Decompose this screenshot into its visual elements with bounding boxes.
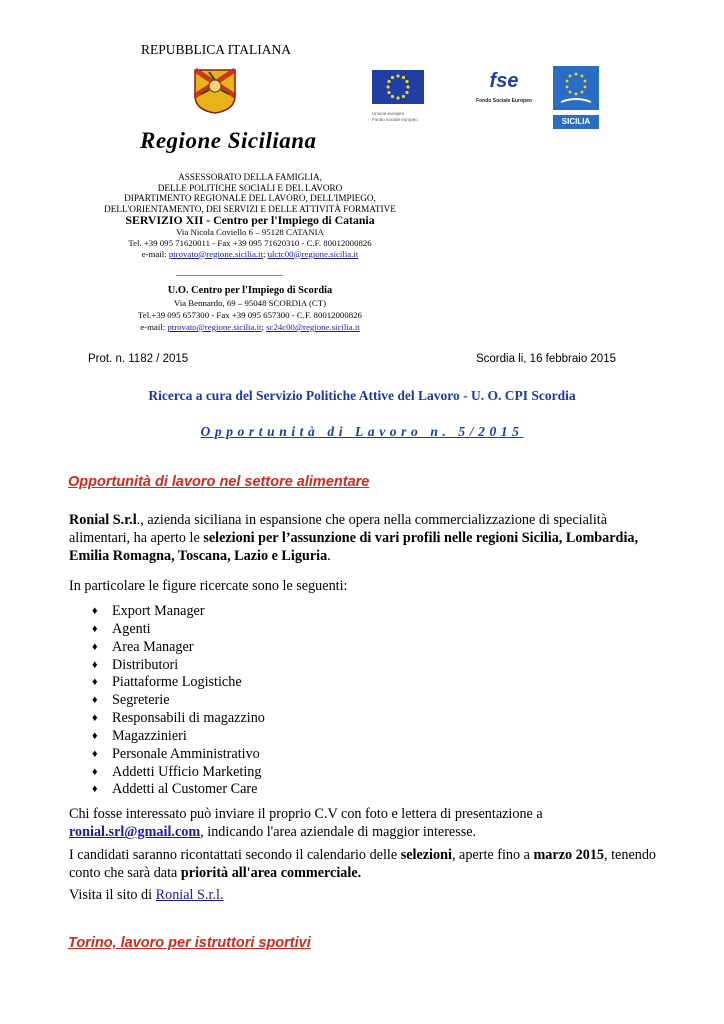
protocol-number: Prot. n. 1182 / 2015 bbox=[88, 353, 189, 365]
uo-email-link-1[interactable]: ptrovato@regione.sicilia.it bbox=[167, 322, 262, 332]
cand-bold-1: selezioni bbox=[400, 847, 452, 863]
section-heading-torino: Torino, lavoro per istruttori sportivi bbox=[68, 935, 311, 951]
list-item bbox=[92, 621, 265, 639]
cv-text: Chi fosse interessato può inviare il proprio C.V con foto e lettera di presentazione a bbox=[69, 806, 543, 822]
eu-caption-2: Fondo sociale europeo bbox=[372, 116, 418, 122]
bullet-icon: ♦ bbox=[92, 729, 98, 742]
service-title: SERVIZIO XII - Centro per l'Impiego di Catania bbox=[125, 213, 375, 228]
service-email-line bbox=[60, 249, 440, 260]
list-item-label: Personale Amministrativo bbox=[112, 745, 260, 762]
intro-end: . bbox=[327, 548, 331, 564]
sicilia-logo bbox=[553, 66, 599, 124]
uo-block bbox=[60, 285, 440, 333]
list-item-label: Addetti al Customer Care bbox=[112, 781, 258, 798]
fse-mark: fse bbox=[489, 70, 519, 92]
eu-caption-1: Unione europea bbox=[372, 111, 405, 116]
list-item bbox=[92, 603, 265, 621]
service-tel: Tel. +39 095 71620011 - Fax +39 095 71620310 - C.F. 80012000826 bbox=[128, 237, 372, 248]
company-name: Ronial S.r.l bbox=[69, 512, 137, 528]
uo-email-separator: ; bbox=[261, 322, 264, 332]
contact-email-link[interactable]: ronial.srl@gmail.com bbox=[69, 824, 201, 840]
trinacria-emblem-icon bbox=[192, 66, 238, 114]
intro-text: ., azienda siciliana in espansione che opera nella commercializzazione di specialità alimentari, ha aperto le bbox=[69, 512, 608, 546]
uo-email-link-2[interactable]: sc24c00@regione.sicilia.it bbox=[266, 322, 360, 332]
intro-paragraph bbox=[69, 511, 669, 565]
regione-siciliana-logo-text: Regione Siciliana bbox=[140, 128, 317, 153]
figures-list bbox=[92, 603, 265, 799]
list-item bbox=[92, 657, 265, 675]
sicilia-caption: SICILIA bbox=[553, 115, 599, 129]
uo-email-label: e-mail: bbox=[140, 322, 166, 332]
service-email-link-1[interactable]: ptrovato@regione.sicilia.it bbox=[168, 248, 263, 259]
bullet-icon: ♦ bbox=[92, 658, 98, 671]
uo-tel: Tel.+39 095 657300 - Fax +39 095 657300 - C.F. 80012000826 bbox=[138, 310, 362, 320]
cand-bold-2: marzo 2015 bbox=[533, 847, 605, 863]
intro-bold: selezioni per l’assunzione di vari profili nelle regioni Sicilia, Lombardia, Emilia Romagna, Toscana, Lazio e Liguria bbox=[69, 530, 639, 564]
sicilia-emblem-icon bbox=[553, 66, 599, 110]
candidates-paragraph bbox=[69, 846, 669, 882]
bullet-icon: ♦ bbox=[92, 712, 98, 725]
list-item bbox=[92, 781, 265, 799]
list-item bbox=[92, 746, 265, 764]
fse-logo bbox=[472, 70, 536, 116]
list-item-label: Piattaforme Logistiche bbox=[112, 674, 242, 691]
cand-bold-3: priorità all'area commerciale. bbox=[180, 865, 362, 881]
bullet-icon: ♦ bbox=[92, 605, 98, 617]
list-item bbox=[92, 728, 265, 746]
list-item bbox=[92, 764, 265, 782]
list-item bbox=[92, 674, 265, 692]
eu-flag-logo bbox=[372, 70, 424, 122]
bullet-icon: ♦ bbox=[92, 783, 98, 796]
section-heading-alimentare: Opportunità di lavoro nel settore alimentare bbox=[68, 474, 370, 490]
list-item-label: Addetti Ufficio Marketing bbox=[112, 763, 262, 780]
list-item-label: Segreterie bbox=[112, 692, 170, 709]
header-divider bbox=[176, 275, 283, 276]
republic-title: REPUBBLICA ITALIANA bbox=[140, 42, 292, 57]
bullet-icon: ♦ bbox=[92, 676, 98, 689]
bullet-icon: ♦ bbox=[92, 640, 98, 653]
visit-text: Visita il sito di bbox=[69, 887, 156, 903]
service-email-label: e-mail: bbox=[141, 248, 167, 259]
service-address: Via Nicola Coviello 6 – 95128 CATANIA bbox=[176, 227, 324, 238]
list-item-label: Export Manager bbox=[112, 603, 205, 619]
dept-line: ASSESSORATO DELLA FAMIGLIA, bbox=[178, 172, 322, 182]
bullet-icon: ♦ bbox=[92, 622, 98, 635]
list-item-label: Agenti bbox=[112, 620, 151, 637]
company-site-link[interactable]: Ronial S.r.l. bbox=[155, 887, 224, 903]
bullet-icon: ♦ bbox=[92, 747, 98, 760]
service-email-link-2[interactable]: ulctc00@regione.sicilia.it bbox=[267, 248, 359, 259]
fse-caption: Fondo Sociale Europeo bbox=[476, 98, 532, 104]
dept-line: DELL'ORIENTAMENTO, DEI SERVIZI E DELLE ATTIVITÀ FORMATIVE bbox=[104, 203, 396, 214]
cand-text-2: , aperte fino a bbox=[451, 847, 534, 863]
cand-text-3: , tenendo conto che sarà data bbox=[69, 847, 657, 881]
cv-end: , indicando l'area aziendale di maggior interesse. bbox=[200, 824, 477, 840]
bullet-icon: ♦ bbox=[92, 765, 98, 778]
cand-text-1: I candidati saranno ricontattati secondo il calendario delle bbox=[69, 847, 401, 863]
list-item-label: Area Manager bbox=[112, 638, 194, 655]
ricerca-title: Ricerca a cura del Servizio Politiche Attive del Lavoro - U. O. CPI Scordia bbox=[148, 388, 576, 403]
eu-flag-icon bbox=[372, 70, 424, 104]
document-date: Scordia li, 16 febbraio 2015 bbox=[475, 353, 616, 365]
list-item-label: Magazzinieri bbox=[112, 727, 187, 744]
uo-email-line bbox=[60, 321, 440, 333]
dept-line: DIPARTIMENTO REGIONALE DEL LAVORO, DELL'IMPIEGO, bbox=[124, 193, 376, 204]
list-item bbox=[92, 692, 265, 710]
figures-intro: In particolare le figure ricercate sono le seguenti: bbox=[69, 578, 348, 594]
uo-address: Via Bennardo, 69 – 95048 SCORDIA (CT) bbox=[173, 298, 327, 308]
list-item bbox=[92, 639, 265, 657]
list-item-label: Responsabili di magazzino bbox=[112, 710, 265, 727]
list-item bbox=[92, 710, 265, 728]
cv-paragraph bbox=[69, 805, 669, 841]
list-item-label: Distributori bbox=[112, 656, 179, 673]
department-block bbox=[60, 172, 440, 259]
uo-title: U.O. Centro per l'Impiego di Scordia bbox=[167, 285, 333, 296]
visit-paragraph bbox=[69, 886, 669, 904]
bullet-icon: ♦ bbox=[92, 694, 98, 707]
dept-line: DELLE POLITICHE SOCIALI E DEL LAVORO bbox=[157, 182, 343, 193]
opportunita-title: Opportunità di Lavoro n. 5/2015 bbox=[200, 424, 524, 439]
service-email-separator: ; bbox=[262, 248, 266, 259]
